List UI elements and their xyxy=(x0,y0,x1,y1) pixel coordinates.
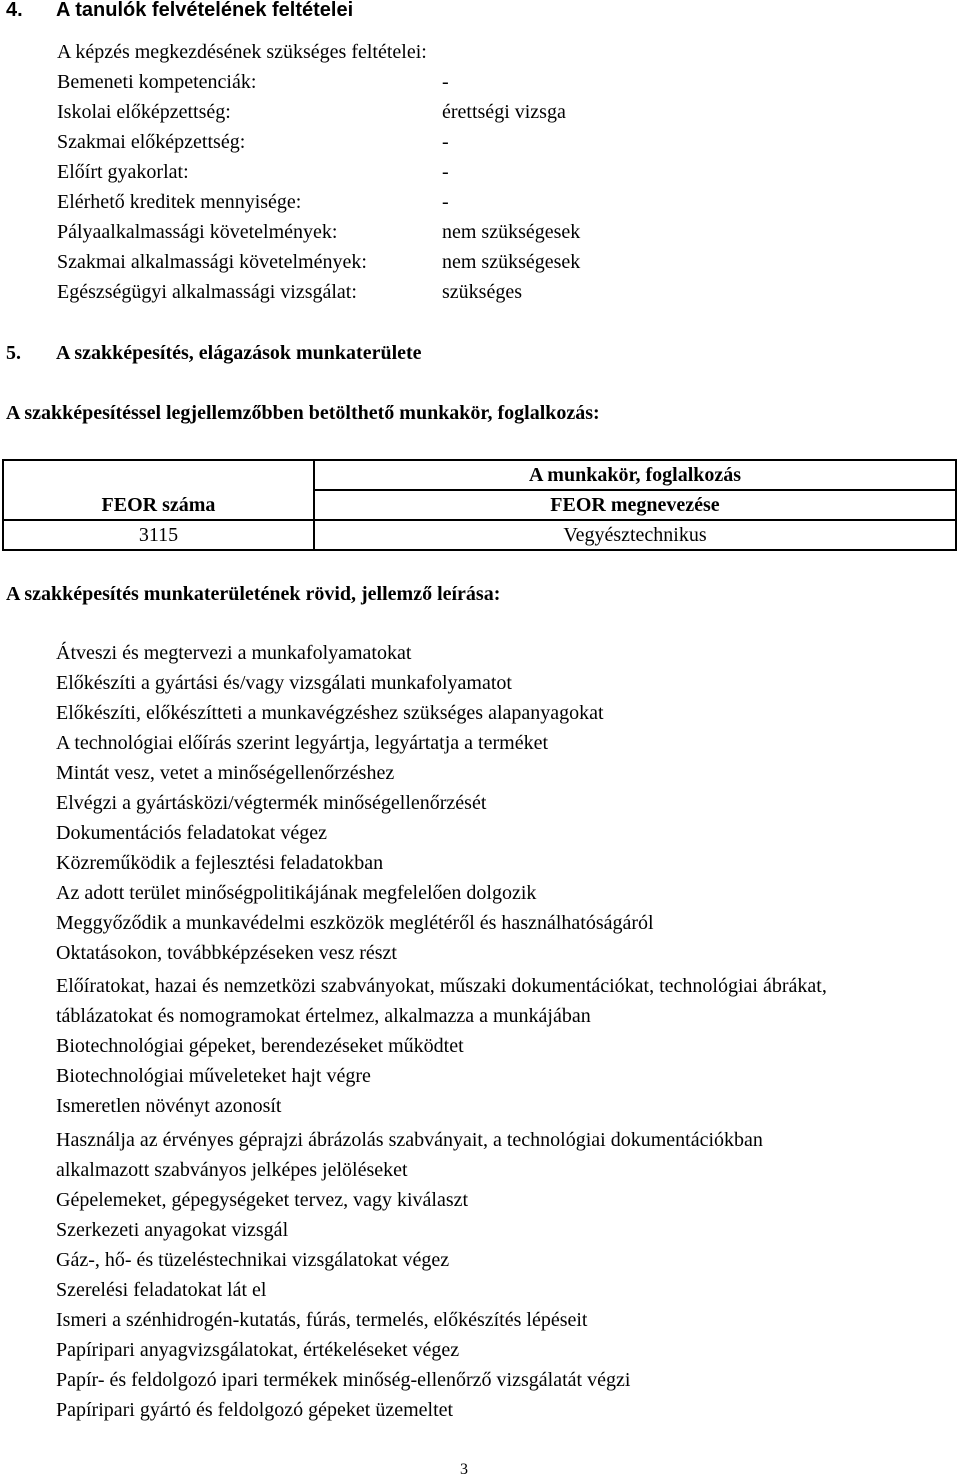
requirement-row xyxy=(57,282,757,312)
list-item: Meggyőződik a munkavédelmi eszközök meglétéről és használhatóságáról xyxy=(56,912,654,934)
table-header-row xyxy=(3,490,956,520)
list-item: Gáz-, hő- és tüzeléstechnikai vizsgálatokat végez xyxy=(56,1249,450,1271)
page-number: 3 xyxy=(460,1461,468,1478)
list-item: Biotechnológiai gépeket, berendezéseket működtet xyxy=(56,1035,464,1057)
list-item: Gépelemeket, gépegységeket tervez, vagy kiválaszt xyxy=(56,1189,469,1211)
requirement-value: nem szükségesek xyxy=(442,221,581,243)
requirement-row xyxy=(57,192,757,222)
feor-code-header: FEOR száma xyxy=(3,490,314,520)
requirement-value: - xyxy=(442,191,449,213)
feor-table xyxy=(2,459,957,551)
list-item: Szerkezeti anyagokat vizsgál xyxy=(56,1219,289,1241)
requirement-label: Szakmai alkalmassági követelmények: xyxy=(57,251,367,273)
list-item: Közreműködik a fejlesztési feladatokban xyxy=(56,852,384,874)
list-item: alkalmazott szabványos jelképes jelöléseket xyxy=(56,1159,408,1181)
requirement-value: érettségi vizsga xyxy=(442,101,566,123)
list-item: Átveszi és megtervezi a munkafolyamatokat xyxy=(56,642,412,664)
occupation-subtitle: A szakképesítéssel legjellemzőbben betölthető munkakör, foglalkozás: xyxy=(6,402,600,424)
list-item: Oktatásokon, továbbképzéseken vesz részt xyxy=(56,942,397,964)
section-5-title: A szakképesítés, elágazások munkaterülete xyxy=(56,342,422,364)
list-item: A technológiai előírás szerint legyártja, legyártatja a terméket xyxy=(56,732,549,754)
requirements-intro-row xyxy=(57,42,757,72)
requirement-value: nem szükségesek xyxy=(442,251,581,273)
section-4-title: A tanulók felvételének feltételei xyxy=(56,0,354,21)
requirement-label: Iskolai előképzettség: xyxy=(57,101,231,123)
requirement-label: Előírt gyakorlat: xyxy=(57,161,189,183)
section-5-number: 5. xyxy=(6,342,21,364)
requirements-intro: A képzés megkezdésének szükséges feltételei: xyxy=(57,41,427,63)
list-item: Biotechnológiai műveleteket hajt végre xyxy=(56,1065,371,1087)
requirement-value: szükséges xyxy=(442,281,522,303)
requirement-row xyxy=(57,252,757,282)
list-item: Ismeretlen növényt azonosít xyxy=(56,1095,282,1117)
feor-name-header: FEOR megnevezése xyxy=(314,490,956,520)
group-header: A munkakör, foglalkozás xyxy=(314,460,956,490)
list-item: Előíratokat, hazai és nemzetközi szabványokat, műszaki dokumentációkat, technológiai ábrákat, xyxy=(56,975,827,997)
list-item: Előkészíti a gyártási és/vagy vizsgálati munkafolyamatot xyxy=(56,672,512,694)
section-5-heading xyxy=(6,343,422,363)
feor-name-cell: Vegyésztechnikus xyxy=(314,520,956,550)
table-row xyxy=(3,520,956,550)
table-header-row xyxy=(3,460,956,490)
list-item: Dokumentációs feladatokat végez xyxy=(56,822,327,844)
list-item: Szerelési feladatokat lát el xyxy=(56,1279,267,1301)
requirement-row xyxy=(57,162,757,192)
requirement-row xyxy=(57,102,757,132)
list-item: táblázatokat és nomogramokat értelmez, alkalmazza a munkájában xyxy=(56,1005,591,1027)
feor-code-cell: 3115 xyxy=(3,520,314,550)
list-item: Mintát vesz, vetet a minőségellenőrzéshez xyxy=(56,762,395,784)
description-title: A szakképesítés munkaterületének rövid, jellemző leírása: xyxy=(6,583,501,605)
requirement-row xyxy=(57,72,757,102)
list-item: Előkészíti, előkészítteti a munkavégzéshez szükséges alapanyagokat xyxy=(56,702,604,724)
list-item: Használja az érvényes géprajzi ábrázolás szabványait, a technológiai dokumentációkban xyxy=(56,1129,763,1151)
requirement-label: Pályaalkalmassági követelmények: xyxy=(57,221,338,243)
requirement-value: - xyxy=(442,161,449,183)
section-4-heading xyxy=(6,0,353,20)
list-item: Az adott terület minőségpolitikájának megfelelően dolgozik xyxy=(56,882,537,904)
requirement-row xyxy=(57,132,757,162)
admission-requirements xyxy=(57,42,757,312)
requirement-label: Szakmai előképzettség: xyxy=(57,131,246,153)
list-item: Elvégzi a gyártásközi/végtermék minőségellenőrzését xyxy=(56,792,487,814)
requirement-label: Egészségügyi alkalmassági vizsgálat: xyxy=(57,281,357,303)
list-item: Papír- és feldolgozó ipari termékek minőség-ellenőrző vizsgálatát végzi xyxy=(56,1369,631,1391)
requirement-label: Elérhető kreditek mennyisége: xyxy=(57,191,302,213)
section-4-number: 4. xyxy=(6,0,23,21)
list-item: Papíripari gyártó és feldolgozó gépeket üzemeltet xyxy=(56,1399,454,1421)
requirement-value: - xyxy=(442,131,449,153)
requirement-value: - xyxy=(442,71,449,93)
list-item: Papíripari anyagvizsgálatokat, értékeléseket végez xyxy=(56,1339,460,1361)
requirement-row xyxy=(57,222,757,252)
empty-header-cell xyxy=(3,460,314,490)
list-item: Ismeri a szénhidrogén-kutatás, fúrás, termelés, előkészítés lépéseit xyxy=(56,1309,588,1331)
requirement-label: Bemeneti kompetenciák: xyxy=(57,71,257,93)
